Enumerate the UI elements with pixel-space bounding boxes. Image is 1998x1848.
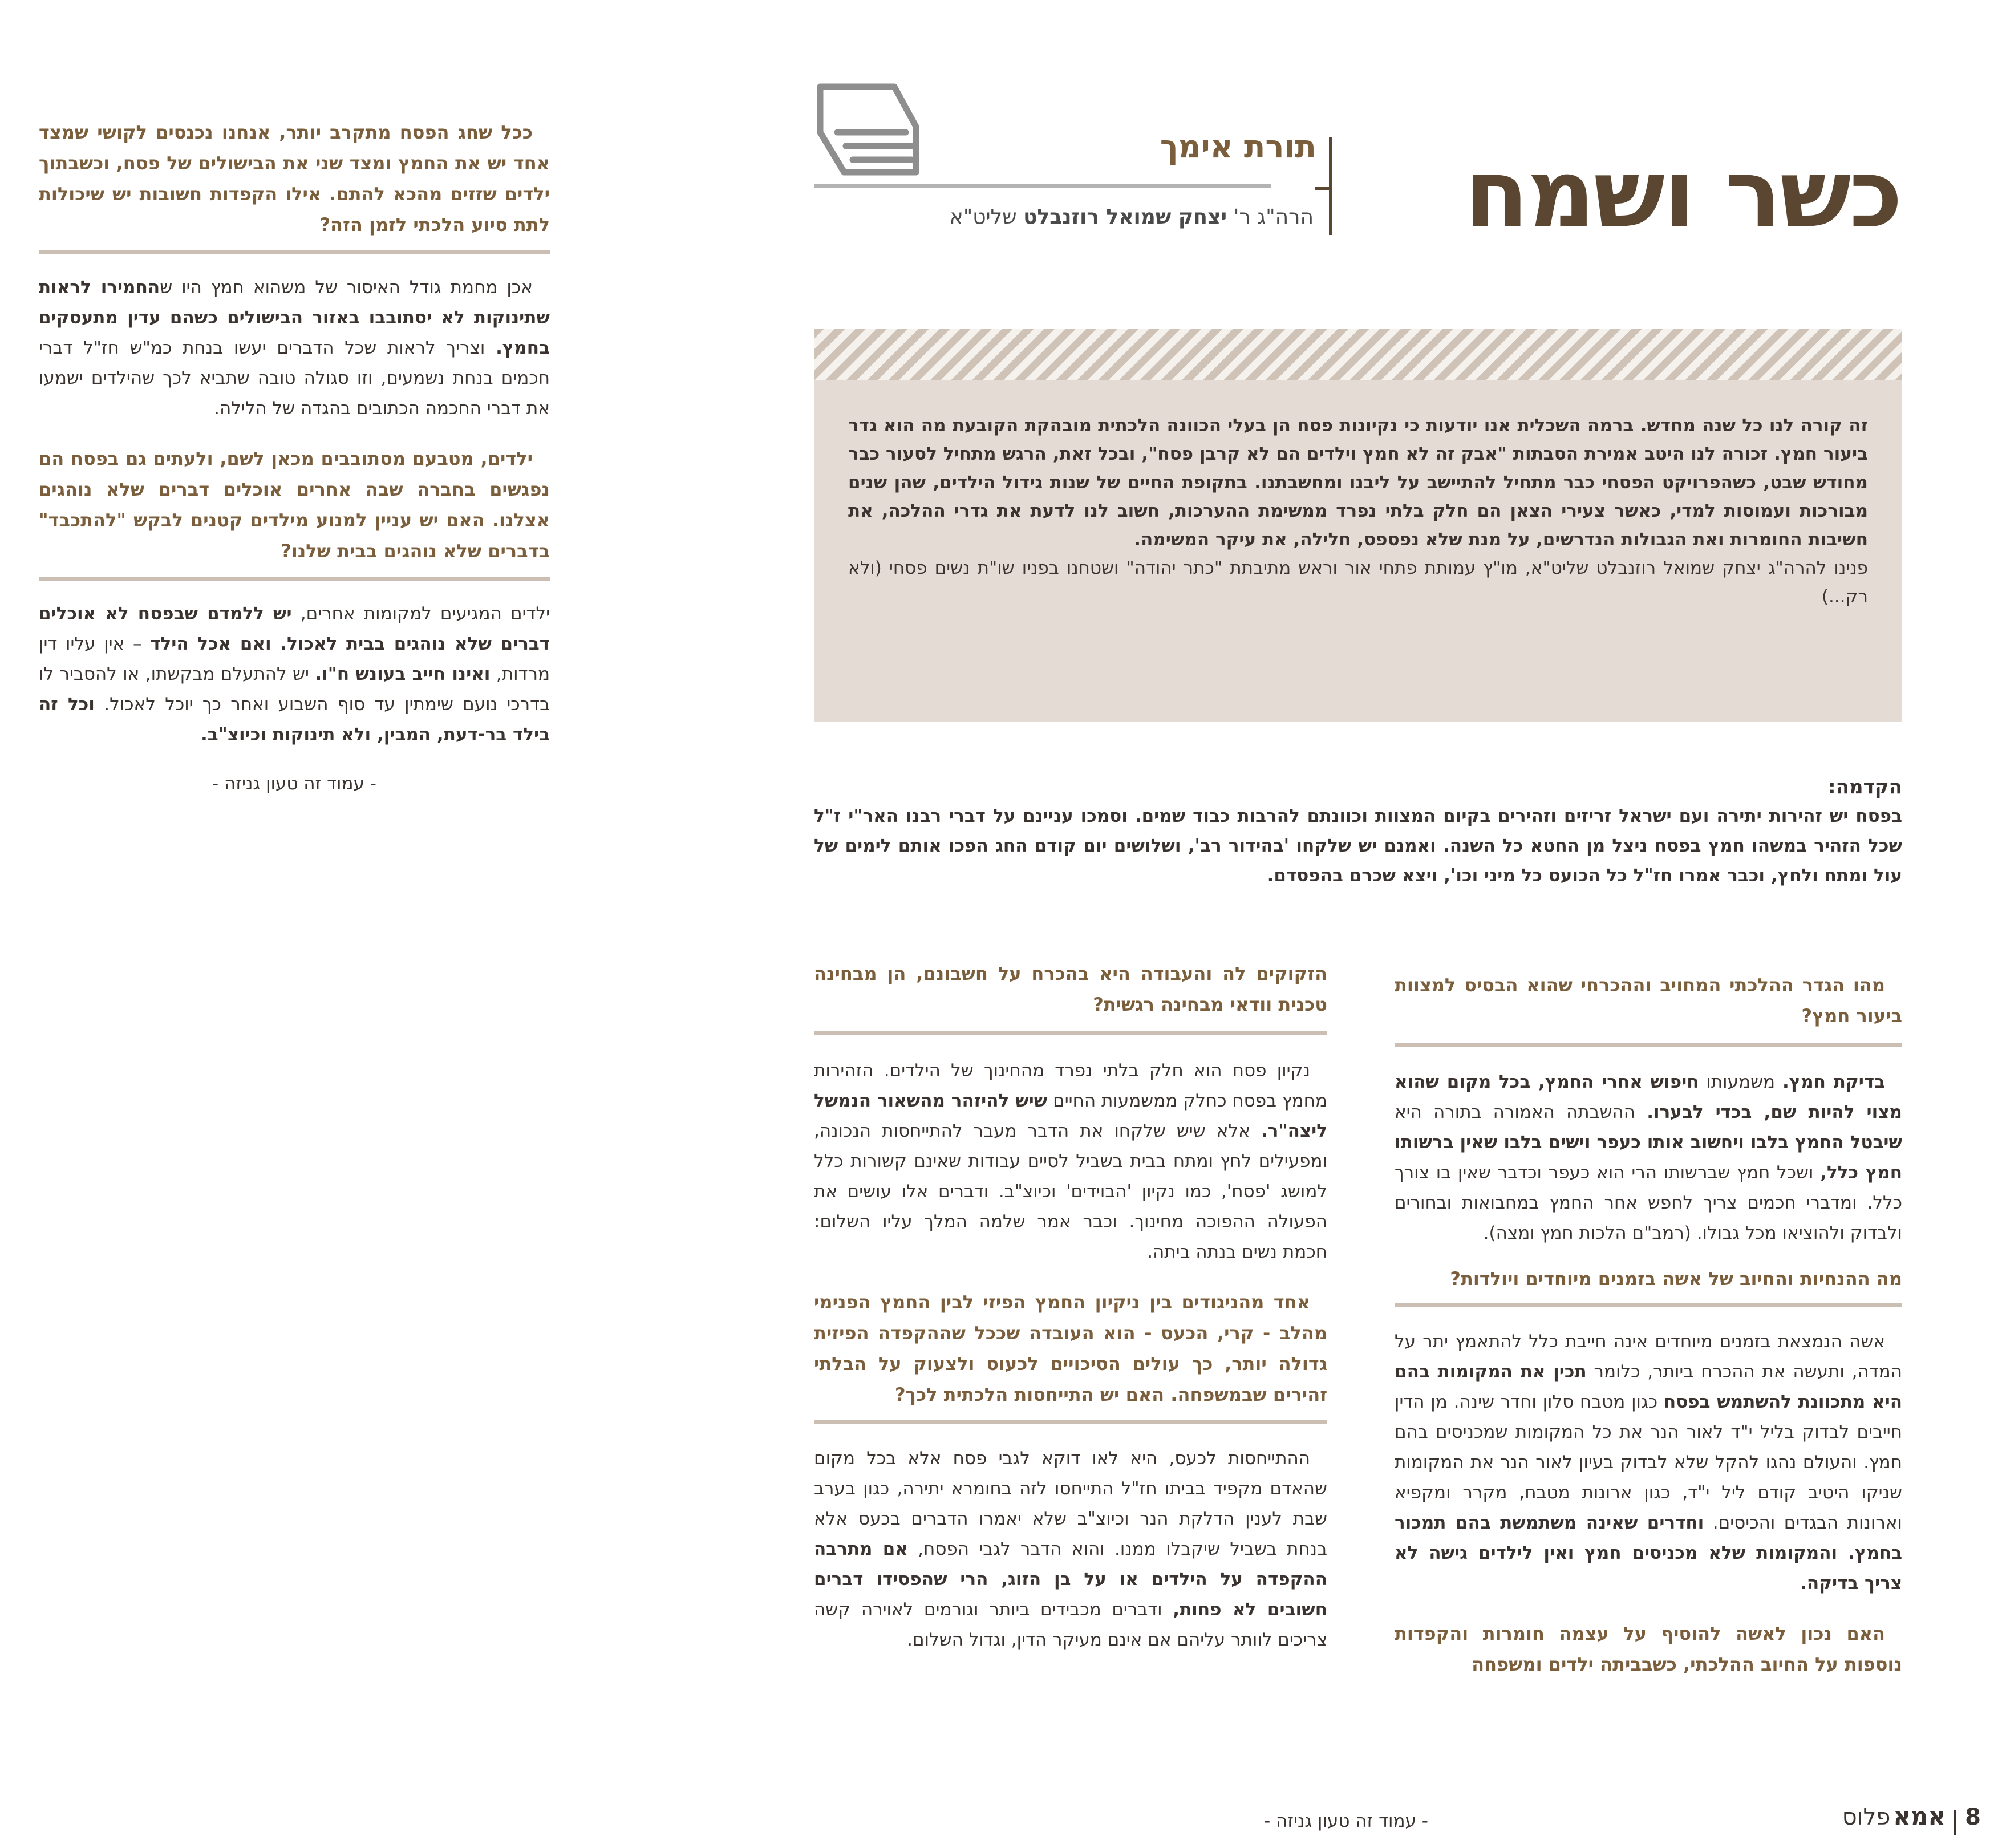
answer-text: יש להתעלם מבקשתו, או להסביר לו בדרכי נועם שימתין עד סוף השבוע ואחר כך יוכל לאכול. [39,664,550,715]
preface-text: בפסח יש זהירות יתירה ועם ישראל זריזים וזהירים בקיום המצוות וכוונתם להרבות כבוד שמים. וסמכו עניינם על דברי רבנו האר"י ז"ל שכל הזהיר במשהו חמץ בפסח ניצל מן החטא כל השנה. ואמנם יש שלקחו 'בהידור רב', ושלושים יום קודם החג הפכו אותם לימים של עול ומתח ולחץ, וכבר אמרו חז"ל כל הכועס כל מיני וכו', ויצא שכרם בהפסדם. [814,806,1902,886]
column-right [1395,970,1902,1680]
answer-text: אכן מחמת גודל האיסור של משהוא חמץ היו ש [160,277,533,298]
answer-bold: אם מתרבה ההקפדה על הילדים או על בן הזוג, הרי שהפסידו דברים חשובים לא פחות, [814,1539,1327,1620]
answer-bold: יש ללמדם שבפסח לא אוכלים דברים שלא נוהגים בבית לאכול. ואם אכל הילד [39,603,550,654]
page-number: 8 [1965,1804,1981,1830]
answer-2 [1395,1327,1902,1599]
answer-bold: ואינו חייב בעונש ח"ו. [315,664,491,684]
preface-heading: הקדמה: [1828,776,1902,799]
question-rule [39,577,550,581]
answer-continued [814,1056,1327,1267]
question-children: ילדים, מטבעם מסתובבים מכאן לשם, ולעתים גם בפסח הם נפגשים בחברה שבה אחרים אוכלים דברים שלא נוהגים אצלנו. האם יש עניין למנוע מילדים קטנים לבקש "להתכבד" בדברים שלא נוהגים בבית שלנו? [39,448,550,562]
question-rule [814,1031,1327,1035]
answer-bold: וכל זה בילד בר-דעת, המבין, ולא תינוקות וכיוצ"ב. [39,694,550,745]
answer-text: וצריך לראות שכל הדברים יעשו בנחת כמ"ש חז"ל דברי חכמים בנחת נשמעים, וזו סגולה טובה שתביא לכך שהילדים ישמעו את דברי החכמה הכתובים בהגדה של הלילה. [39,338,550,419]
column-middle [814,958,1327,1675]
author-line [950,205,1314,229]
title-divider-tick [1315,187,1332,190]
intro-box-stripes [814,329,1902,380]
intro-box [814,329,1902,722]
preface [814,773,1902,890]
section-rule [814,184,1271,188]
question-1: מהו הגדר ההלכתי המחויב וההכרחי שהוא הבסיס למצוות ביעור חמץ? [1395,974,1902,1027]
answer-children [39,599,550,750]
answer-1-text: משמעותו [1699,1072,1782,1092]
answer-text: אלא שיש שלקחו את הדבר מעבר להתייחסות הנכונה, ומפעילים לחץ ומתח בבית בשביל לסיים עבודות שאינם קשורות כלל למושג 'פסח', כמו נקיון 'הבוידים' וכיוצ"ב. ודברים אלו עושים את הפעולה ההפוכה מחינוך. וכבר אמר שלמה המלך עליו השלום: חכמת נשים בנתה ביתה. [814,1121,1327,1262]
answer-1-bold: שיבטל החמץ בלבו ויחשוב אותו כעפר וישים בלבו שאין ברשותו חמץ כלל, [1395,1132,1902,1183]
intro-paragraph-2: פנינו להרה"ג יצחק שמואל רוזנבלט שליט"א, מו"ץ עמותת פתחי אור וראש מתיבתת "כתר יהודה" ושטחנו בפניו שו"ת נשים פסחי (ולא רק...) [848,558,1868,607]
answer-kitchen [39,273,550,424]
answer-1-bold: חיפוש אחרי החמץ, בכל מקום שהוא מצוי להיות שם, בכדי לבערו. [1395,1072,1902,1122]
answer-bold: החמירו לראות שתינוקות לא יסתובבו באזור הבישולים כשהם עדין מתעסקים בחמץ. [39,277,550,358]
footer-separator [1954,1810,1956,1835]
question-kitchen: ככל שחג הפסח מתקרב יותר, אנחנו נכנסים לקושי שמצד אחד יש את החמץ ומצד שני את הבישולים של פסח, וכשבתוך ילדים שזזים מהכא להתם. אילו הקפדות חשובות יש שיכולות לתת סיוע הלכתי לזמן הזה? [39,121,550,236]
question-continued: הזקוקים לה והעבודה היא בהכרח על חשבונם, הן מבחינה טכנית וודאי מבחינה רגשית? [814,963,1327,1015]
title-divider-vertical [1329,137,1332,235]
footer-note: - עמוד זה טעון גניזה - [1264,1811,1428,1831]
column-left [39,117,550,798]
answer-1-lead: בדיקת חמץ. [1782,1072,1885,1092]
article-title: כשר ושמח [1464,139,1901,249]
answer-2-text: כגון מטבח סלון וחדר שינה. מן הדין חייבים לבדוק בליל י"ד לאור הנר את כל המקומות שמכניסים בהם חמץ. והעולם נהגו להקל שלא לבדוק בעיון לאור הנר את המקומות שניקו היטיב קודם ליל י"ד, כגון ארונות מטבח, מקרר ומקפיא וארונות הבגדים והכיסים. [1395,1392,1902,1533]
question-rule [814,1420,1327,1424]
brand-bold: אמא [1893,1802,1946,1830]
answer-2-text: אשה הנמצאת בזמנים מיוחדים אינה חייבת כלל להתאמץ יתר על המדה, ותעשה את ההכרח ביותר, כלומר [1395,1331,1902,1382]
answer-text: ההתייחסות לכעס, היא לאו דוקא לגבי פסח אלא בכל מקום שהאדם מקפיד בביתו חז"ל התייחסו לזה בחומרא יתירה, כגון בערב שבת לענין הדלקת הנר וכיוצ"ב שלא יאמרו הדברים בכעס אלא בנחת בשביל שיקבלו ממנו. והוא הדבר לגבי הפסח, [814,1448,1327,1559]
question-anger: אחד מהניגודים בין ניקיון החמץ הפיזי לבין החמץ הפנימי מהלב - קרי, הכעס - הוא העובדה שככל שההקפדה הפיזית גדולה יותר, כך עולים הסיכויים לכעוס ולצעוק על הבלתי זהירים שבמשפחה. האם יש התייחסות הלכתית לכך? [814,1291,1327,1405]
answer-1-text: ההשבתה האמורה בתורה היא [1395,1102,1647,1122]
answer-text: ילדים המגיעים למקומות אחרים, [291,603,550,624]
footer-brand [1842,1802,1981,1835]
answer-anger [814,1444,1327,1655]
answer-2-bold: תכין את המקומות בהם היא מתכוונת להשתמש בפסח [1395,1361,1902,1412]
answer-2-bold: וחדרים שאינה משתמשת בהם תמכור בחמץ. והמקומות שלא מכניסים חמץ ואין לילדים גישה לא צריך בדיקה. [1395,1513,1902,1594]
question-rule [1395,1303,1902,1307]
question-3: האם נכון לאשה להוסיף על עצמה חומרות והקפדות נוספות על החיוב ההלכתי, כשבביתה ילדים ומשפחה [1395,1623,1902,1675]
answer-text: נקיון פסח הוא חלק בלתי נפרד מהחינוך של הילדים. הזהירות מחמץ בפסח כחלק ממשמעות החיים [814,1060,1327,1111]
answer-text: – אין עליו דין מרדות, [39,634,550,684]
question-rule [39,250,550,254]
answer-1 [1395,1067,1902,1249]
book-icon [814,79,920,179]
author-suffix: שליט"א [949,205,1017,229]
question-2: מה ההנחיות והחיוב של אשה בזמנים מיוחדים ויולדות? [1450,1268,1902,1290]
author-prefix: הרה"ג ר' [1233,205,1314,229]
answer-1-text: ושכל חמץ שברשותו הרי הוא כעפר וכדבר שאין בו צורך כלל. ומדברי חכמים צריך לחפש אחר החמץ במחבואות ובחורים ולבדוק ולהוציאו מכל גבולו. (רמב"ם הלכות חמץ ומצה). [1395,1162,1902,1243]
answer-bold: שיש להיזהר מהשאור הנמשל ליצה"ר. [814,1091,1327,1141]
genizah-note: - עמוד זה טעון גניזה - [212,773,376,794]
answer-text: ודברים מכבידים ביותר וגורמים לאוירה קשה צריכים לוותר עליהם אם אינם מעיקר הדין, וגדול השלום. [814,1599,1327,1650]
question-rule [1395,1043,1902,1047]
section-name: תורת אימך [1160,128,1316,165]
author-name: יצחק שמואל רוזנבלט [1023,205,1227,229]
intro-paragraph: זה קורה לנו כל שנה מחדש. ברמה השכלית אנו יודעות כי נקיונות פסח הן בעלי הכוונה הלכתית מובהקת הקובעת מה הוא גדר ביעור חמץ. זכורה לנו היטב אמירת הסבתות "אבק זה לא חמץ וילדים הם לא קרבן פסח", ובכל זאת, הרגש מתחיל לסעור כבר מחודש שבט, כשהפרויקט הפסחי כבר מתחיל להתיישב על ליבנו ומחשבתנו. בתקופת החיים של שנות גידול הילדים, שהן שנים מבורכות ועמוסות למדי, כאשר צעירי הצאן הם חלק בלתי נפרד ממשימת ההערכות, חשוב לנו לדעת את גדרי ההלכה, את חשיבות החומרות ואת הגבולות הנדרשים, על מנת שלא נפספס, חלילה, את עיקר המשימה. [848,415,1868,550]
brand-light: פלוס [1842,1804,1891,1830]
